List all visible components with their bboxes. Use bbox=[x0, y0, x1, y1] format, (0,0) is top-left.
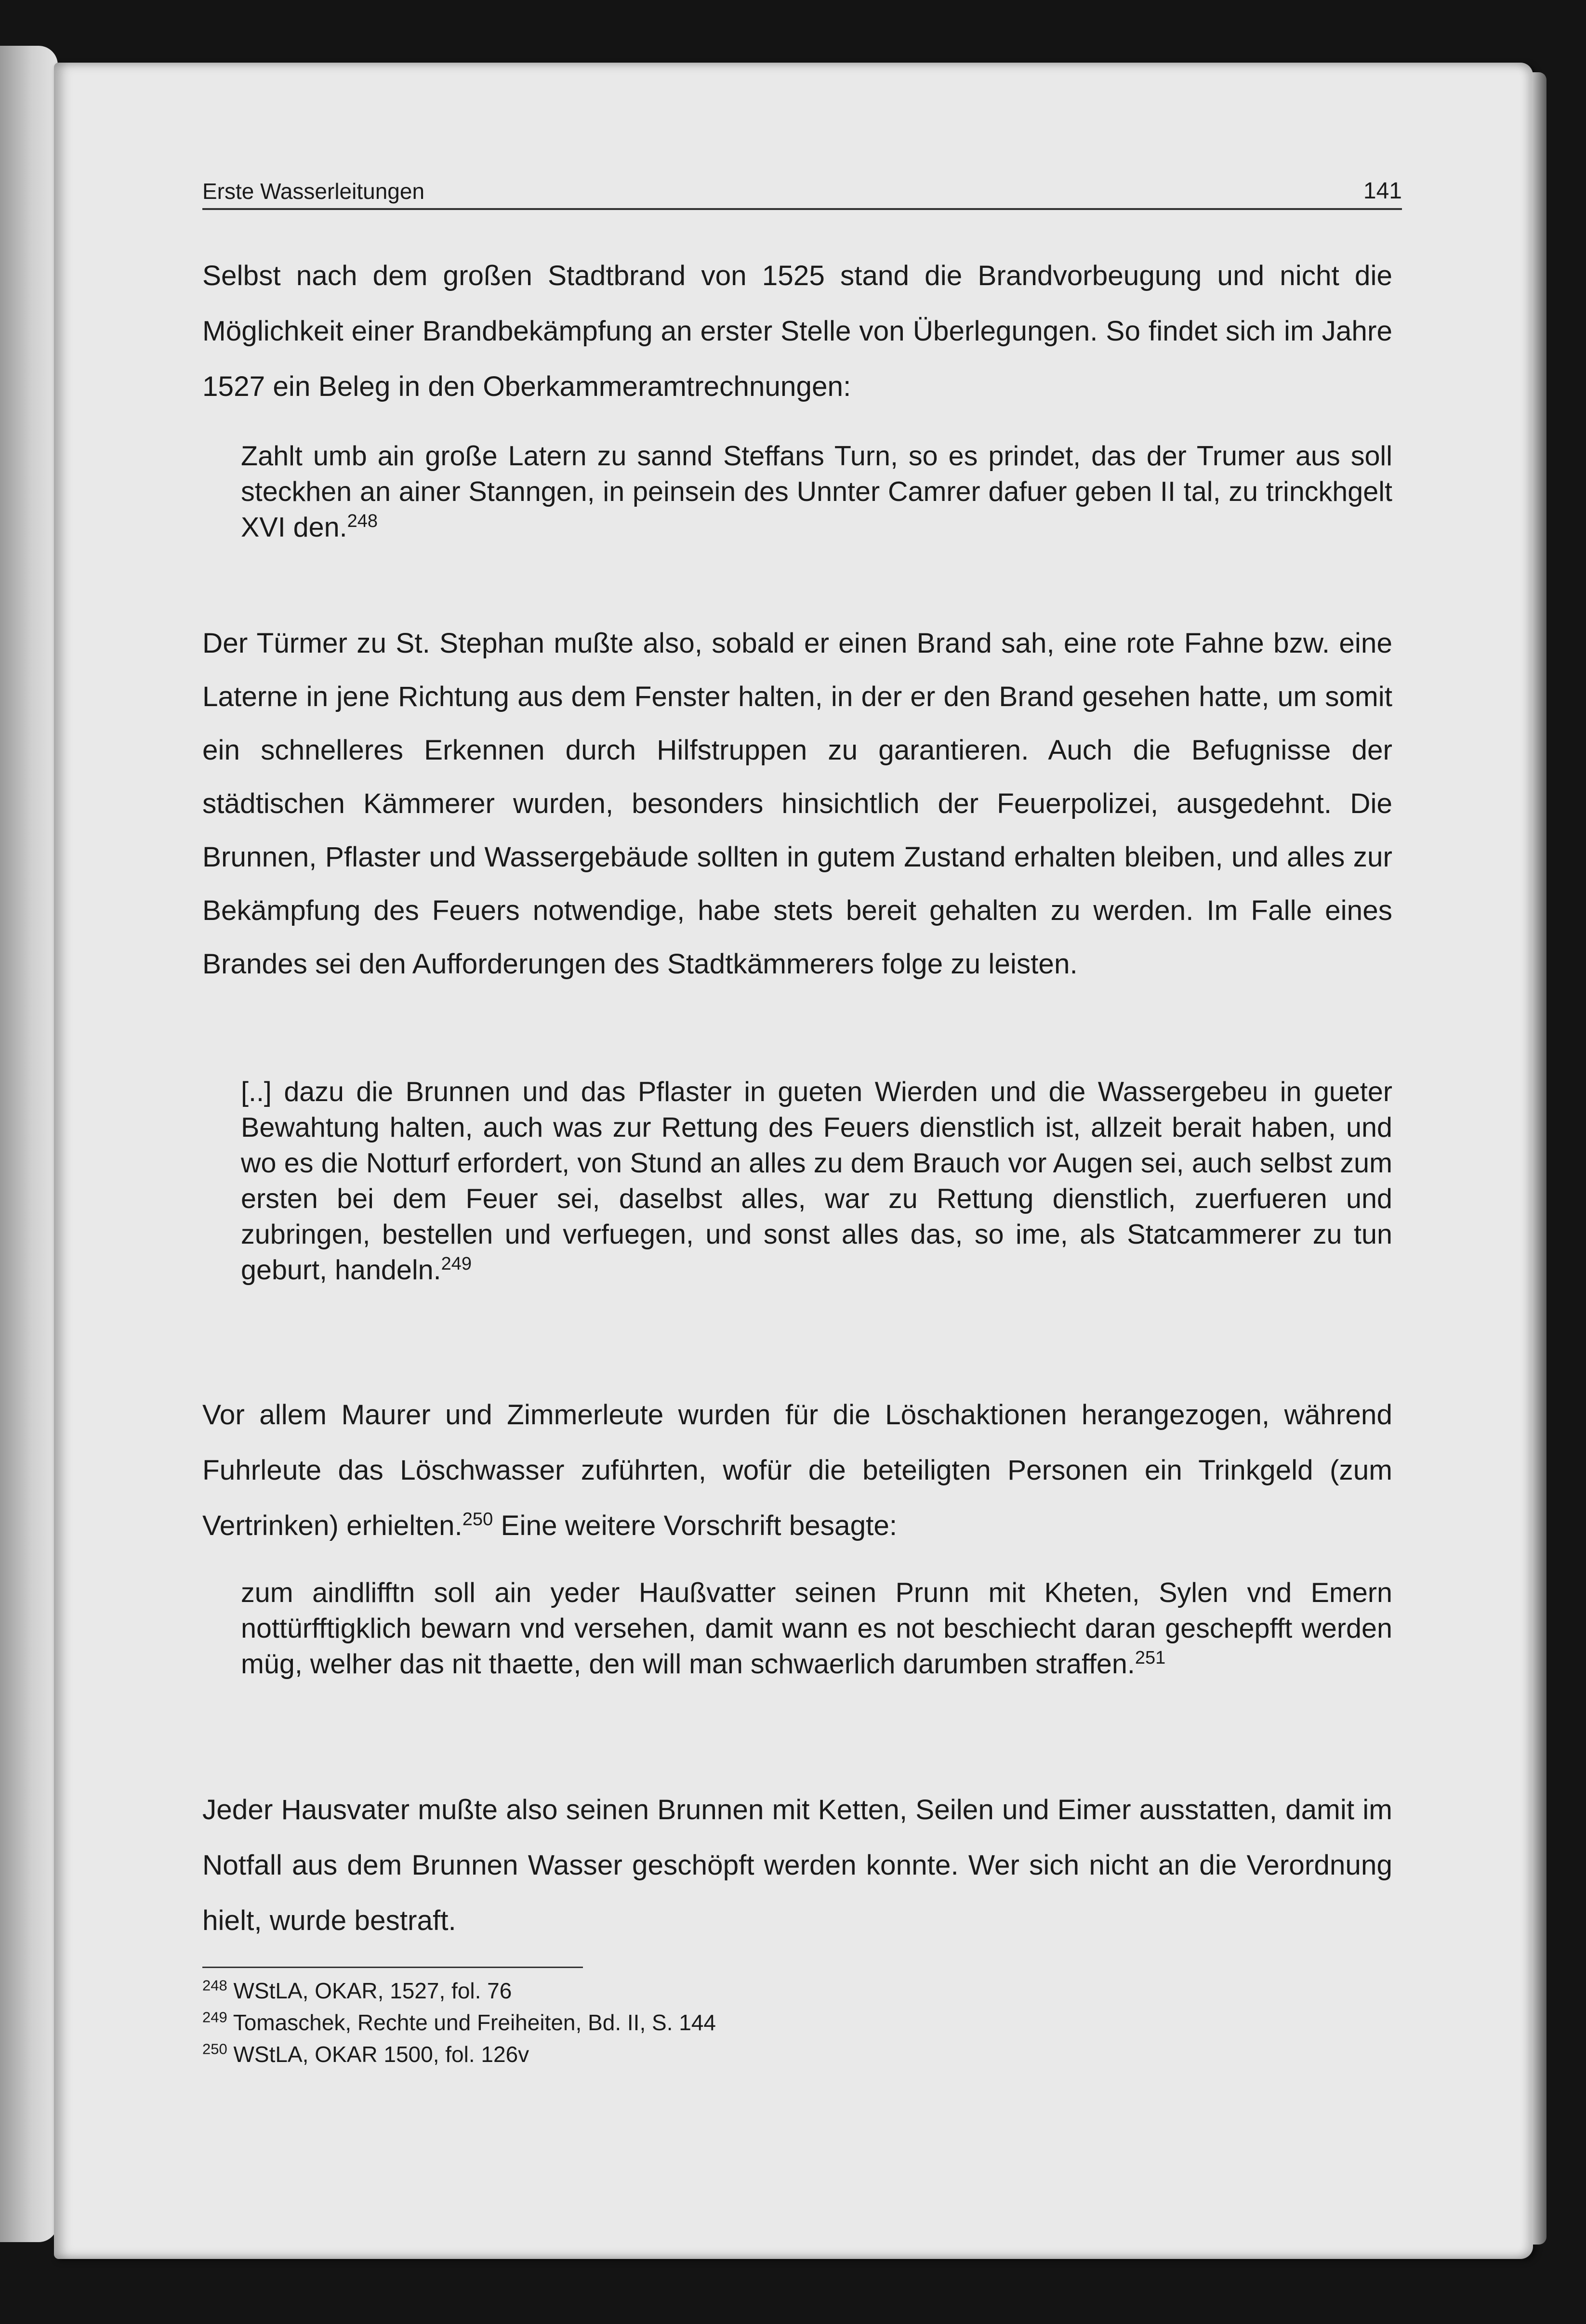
footnote-text: Tomaschek, Rechte und Freiheiten, Bd. II, S. 144 bbox=[233, 2010, 716, 2035]
footnote-ref-251: 251 bbox=[1135, 1647, 1166, 1668]
quote-3-text: zum aindlifftn soll ain yeder Haußvatter seinen Prunn mit Kheten, Sylen vnd Emern nottürfftigklich bewarn vnd versehen, damit wann es not beschiecht daran geschepfft werden müg, welher das nit thaette, den will man schwaerlich darumben straffen. bbox=[241, 1577, 1392, 1680]
facing-page-edge bbox=[0, 46, 58, 2242]
block-quote-2 bbox=[241, 1074, 1392, 1288]
paragraph-1: Selbst nach dem großen Stadtbrand von 1525 stand die Brandvorbeugung und nicht die Möglichkeit einer Brandbekämpfung an erster Stelle von Überlegungen. So findet sich im Jahre 1527 ein Beleg in den Oberkammeramtrechnungen: bbox=[202, 260, 1392, 402]
footnote-text: WStLA, OKAR, 1527, fol. 76 bbox=[233, 1978, 512, 2003]
footnotes bbox=[202, 1975, 1392, 2070]
footnote-ref-250: 250 bbox=[462, 1509, 493, 1530]
quote-1-text: Zahlt umb ain große Latern zu sannd Steffans Turn, so es prindet, das der Trumer aus soll steckhen an ainer Stanngen, in peinsein des Unnter Camrer dafuer geben II tal, zu trinckhgelt XVI den. bbox=[241, 441, 1392, 543]
footnote-249 bbox=[202, 2007, 1392, 2038]
footnote-number: 250 bbox=[202, 2040, 227, 2058]
page-stack-edge bbox=[1532, 72, 1546, 2245]
page-number: 141 bbox=[1363, 178, 1402, 204]
paragraph-3-text-a: Vor allem Maurer und Zimmerleute wurden für die Löschaktionen herangezogen, während Fuhrleute das Löschwasser zuführten, wofür die beteiligten Personen ein Trinkgeld (zum Vertrinken) erhielten. bbox=[202, 1399, 1392, 1541]
footnote-number: 249 bbox=[202, 2009, 227, 2026]
footnote-250 bbox=[202, 2038, 1392, 2070]
block-quote-3 bbox=[241, 1575, 1392, 1682]
footnote-number: 248 bbox=[202, 1977, 227, 1994]
footnote-text: WStLA, OKAR 1500, fol. 126v bbox=[233, 2042, 529, 2067]
paragraph-4: Jeder Hausvater mußte also seinen Brunnen mit Ketten, Seilen und Eimer ausstatten, damit im Notfall aus dem Brunnen Wasser geschöpft werden konnte. Wer sich nicht an die Verordnung hielt, wurde bestraft. bbox=[202, 1794, 1392, 1936]
chapter-title: Erste Wasserleitungen bbox=[202, 179, 425, 204]
paragraph-3-text-b: Eine weitere Vorschrift besagte: bbox=[493, 1510, 898, 1541]
paragraph-3 bbox=[202, 1387, 1392, 1553]
paragraph-2: Der Türmer zu St. Stephan mußte also, sobald er einen Brand sah, eine rote Fahne bzw. eine Laterne in jene Richtung aus dem Fenster halten, in der er den Brand gesehen hatte, um somit ein schnelleres Erkennen durch Hilfstruppen zu garantieren. Auch die Befugnisse der städtischen Kämmerer wurden, besonders hinsichtlich der Feuerpolizei, ausgedehnt. Die Brunnen, Pflaster und Wassergebäude sollten in gutem Zustand erhalten bleiben, und alles zur Bekämpfung des Feuers notwendige, habe stets bereit gehalten zu werden. Im Falle eines Brandes sei den Aufforderungen des Stadtkämmerers folge zu leisten. bbox=[202, 628, 1392, 980]
quote-2-text: [..] dazu die Brunnen und das Pflaster in gueten Wierden und die Wassergebeu in gueter Bewahtung halten, auch was zur Rettung des Feuers dienstlich ist, allzeit berait haben, und wo es die Notturf erfordert, von Stund an alles zu dem Brauch vor Augen sei, auch selbst zum ersten bei dem Feuer sei, daselbst alles, war zu Rettung dienstlich, zuerfueren und zubringen, bestellen und verfuegen, und sonst alles das, so ime, als Statcammerer zu tun geburt, handeln. bbox=[241, 1077, 1392, 1286]
footnote-ref-249: 249 bbox=[441, 1253, 472, 1274]
footnote-divider bbox=[202, 1967, 583, 1968]
footnote-ref-248: 248 bbox=[347, 511, 378, 531]
running-header bbox=[202, 174, 1402, 210]
footnote-248 bbox=[202, 1975, 1392, 2007]
block-quote-1 bbox=[241, 438, 1392, 545]
